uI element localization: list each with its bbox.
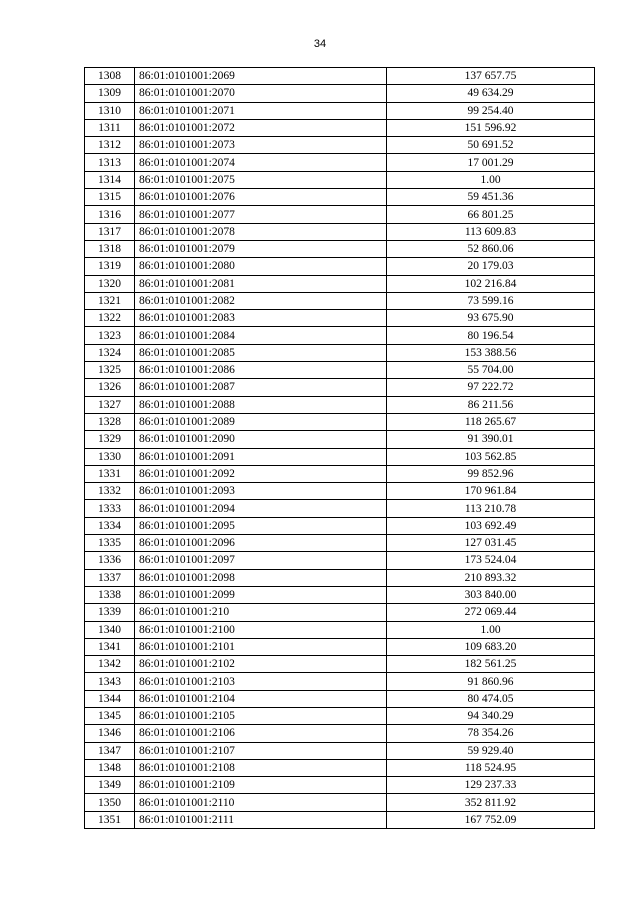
cadastral-number-cell: 86:01:0101001:2084 [135, 327, 387, 344]
cadastral-number-cell: 86:01:0101001:2089 [135, 413, 387, 430]
row-number-cell: 1339 [85, 604, 135, 621]
row-number-cell: 1330 [85, 448, 135, 465]
cadastral-number-cell: 86:01:0101001:2082 [135, 292, 387, 309]
cadastral-number-cell: 86:01:0101001:210 [135, 604, 387, 621]
row-number-cell: 1350 [85, 794, 135, 811]
table-row [85, 448, 595, 465]
cadastral-value-cell: 182 561.25 [387, 656, 595, 673]
cadastral-value-cell: 272 069.44 [387, 604, 595, 621]
cadastral-value-cell: 94 340.29 [387, 707, 595, 724]
cadastral-value-cell: 55 704.00 [387, 362, 595, 379]
row-number-cell: 1325 [85, 362, 135, 379]
cadastral-number-cell: 86:01:0101001:2108 [135, 759, 387, 776]
cadastral-value-cell: 99 254.40 [387, 102, 595, 119]
cadastral-number-cell: 86:01:0101001:2073 [135, 137, 387, 154]
cadastral-number-cell: 86:01:0101001:2095 [135, 517, 387, 534]
cadastral-number-cell: 86:01:0101001:2101 [135, 638, 387, 655]
cadastral-number-cell: 86:01:0101001:2107 [135, 742, 387, 759]
table-row [85, 362, 595, 379]
cadastral-value-cell: 93 675.90 [387, 310, 595, 327]
cadastral-number-cell: 86:01:0101001:2081 [135, 275, 387, 292]
row-number-cell: 1341 [85, 638, 135, 655]
cadastral-value-cell: 118 524.95 [387, 759, 595, 776]
cadastral-value-cell: 59 929.40 [387, 742, 595, 759]
table-row [85, 327, 595, 344]
table-row [85, 344, 595, 361]
row-number-cell: 1351 [85, 811, 135, 828]
cadastral-number-cell: 86:01:0101001:2103 [135, 673, 387, 690]
row-number-cell: 1342 [85, 656, 135, 673]
table-row [85, 569, 595, 586]
cadastral-number-cell: 86:01:0101001:2093 [135, 483, 387, 500]
cadastral-value-cell: 167 752.09 [387, 811, 595, 828]
cadastral-value-table [84, 67, 595, 829]
row-number-cell: 1314 [85, 171, 135, 188]
cadastral-value-cell: 303 840.00 [387, 586, 595, 603]
row-number-cell: 1338 [85, 586, 135, 603]
cadastral-number-cell: 86:01:0101001:2094 [135, 500, 387, 517]
cadastral-value-cell: 173 524.04 [387, 552, 595, 569]
row-number-cell: 1313 [85, 154, 135, 171]
row-number-cell: 1323 [85, 327, 135, 344]
row-number-cell: 1324 [85, 344, 135, 361]
row-number-cell: 1335 [85, 535, 135, 552]
table-row [85, 552, 595, 569]
cadastral-number-cell: 86:01:0101001:2100 [135, 621, 387, 638]
row-number-cell: 1318 [85, 240, 135, 257]
cadastral-value-cell: 1.00 [387, 621, 595, 638]
cadastral-value-cell: 103 562.85 [387, 448, 595, 465]
cadastral-number-cell: 86:01:0101001:2072 [135, 119, 387, 136]
cadastral-value-cell: 103 692.49 [387, 517, 595, 534]
cadastral-number-cell: 86:01:0101001:2085 [135, 344, 387, 361]
table-row [85, 171, 595, 188]
table-row [85, 258, 595, 275]
cadastral-number-cell: 86:01:0101001:2090 [135, 431, 387, 448]
row-number-cell: 1331 [85, 465, 135, 482]
row-number-cell: 1310 [85, 102, 135, 119]
cadastral-number-cell: 86:01:0101001:2069 [135, 68, 387, 85]
cadastral-value-cell: 210 893.32 [387, 569, 595, 586]
cadastral-number-cell: 86:01:0101001:2091 [135, 448, 387, 465]
cadastral-number-cell: 86:01:0101001:2098 [135, 569, 387, 586]
cadastral-number-cell: 86:01:0101001:2110 [135, 794, 387, 811]
table-row [85, 206, 595, 223]
row-number-cell: 1344 [85, 690, 135, 707]
cadastral-number-cell: 86:01:0101001:2096 [135, 535, 387, 552]
table-row [85, 154, 595, 171]
cadastral-value-cell: 80 474.05 [387, 690, 595, 707]
table-row [85, 621, 595, 638]
row-number-cell: 1329 [85, 431, 135, 448]
table-row [85, 431, 595, 448]
cadastral-number-cell: 86:01:0101001:2102 [135, 656, 387, 673]
table-row [85, 500, 595, 517]
table-row [85, 742, 595, 759]
table-row [85, 656, 595, 673]
row-number-cell: 1343 [85, 673, 135, 690]
cadastral-value-cell: 170 961.84 [387, 483, 595, 500]
cadastral-value-cell: 80 196.54 [387, 327, 595, 344]
table-row [85, 707, 595, 724]
row-number-cell: 1334 [85, 517, 135, 534]
table-row [85, 811, 595, 828]
cadastral-value-cell: 20 179.03 [387, 258, 595, 275]
row-number-cell: 1315 [85, 189, 135, 206]
row-number-cell: 1309 [85, 85, 135, 102]
table-row [85, 240, 595, 257]
cadastral-number-cell: 86:01:0101001:2104 [135, 690, 387, 707]
cadastral-number-cell: 86:01:0101001:2079 [135, 240, 387, 257]
row-number-cell: 1345 [85, 707, 135, 724]
table-row [85, 68, 595, 85]
table-row [85, 673, 595, 690]
cadastral-value-cell: 97 222.72 [387, 379, 595, 396]
row-number-cell: 1311 [85, 119, 135, 136]
row-number-cell: 1336 [85, 552, 135, 569]
table-row [85, 483, 595, 500]
cadastral-value-cell: 52 860.06 [387, 240, 595, 257]
table-row [85, 690, 595, 707]
table-row [85, 292, 595, 309]
table-row [85, 102, 595, 119]
cadastral-number-cell: 86:01:0101001:2109 [135, 777, 387, 794]
row-number-cell: 1322 [85, 310, 135, 327]
cadastral-number-cell: 86:01:0101001:2083 [135, 310, 387, 327]
page-number: 34 [313, 38, 327, 50]
cadastral-value-cell: 73 599.16 [387, 292, 595, 309]
table-row [85, 85, 595, 102]
cadastral-number-cell: 86:01:0101001:2080 [135, 258, 387, 275]
cadastral-value-cell: 17 001.29 [387, 154, 595, 171]
table-row [85, 517, 595, 534]
cadastral-number-cell: 86:01:0101001:2076 [135, 189, 387, 206]
table-row [85, 396, 595, 413]
cadastral-number-cell: 86:01:0101001:2077 [135, 206, 387, 223]
table-row [85, 777, 595, 794]
cadastral-value-cell: 153 388.56 [387, 344, 595, 361]
table-row [85, 223, 595, 240]
row-number-cell: 1332 [85, 483, 135, 500]
cadastral-value-cell: 78 354.26 [387, 725, 595, 742]
row-number-cell: 1346 [85, 725, 135, 742]
row-number-cell: 1349 [85, 777, 135, 794]
cadastral-value-cell: 59 451.36 [387, 189, 595, 206]
row-number-cell: 1319 [85, 258, 135, 275]
table-row [85, 604, 595, 621]
cadastral-value-cell: 127 031.45 [387, 535, 595, 552]
cadastral-value-cell: 49 634.29 [387, 85, 595, 102]
table-row [85, 465, 595, 482]
cadastral-number-cell: 86:01:0101001:2106 [135, 725, 387, 742]
cadastral-value-cell: 129 237.33 [387, 777, 595, 794]
row-number-cell: 1328 [85, 413, 135, 430]
row-number-cell: 1317 [85, 223, 135, 240]
cadastral-value-cell: 113 210.78 [387, 500, 595, 517]
table-row [85, 275, 595, 292]
cadastral-value-cell: 50 691.52 [387, 137, 595, 154]
table-body [85, 68, 595, 829]
row-number-cell: 1312 [85, 137, 135, 154]
table-row [85, 535, 595, 552]
cadastral-value-cell: 109 683.20 [387, 638, 595, 655]
cadastral-value-cell: 151 596.92 [387, 119, 595, 136]
cadastral-number-cell: 86:01:0101001:2070 [135, 85, 387, 102]
cadastral-number-cell: 86:01:0101001:2097 [135, 552, 387, 569]
cadastral-value-cell: 99 852.96 [387, 465, 595, 482]
table-row [85, 725, 595, 742]
table-row [85, 379, 595, 396]
cadastral-value-cell: 118 265.67 [387, 413, 595, 430]
table-row [85, 137, 595, 154]
cadastral-value-cell: 91 860.96 [387, 673, 595, 690]
cadastral-number-cell: 86:01:0101001:2111 [135, 811, 387, 828]
cadastral-value-cell: 66 801.25 [387, 206, 595, 223]
cadastral-value-cell: 137 657.75 [387, 68, 595, 85]
cadastral-number-cell: 86:01:0101001:2099 [135, 586, 387, 603]
row-number-cell: 1337 [85, 569, 135, 586]
cadastral-number-cell: 86:01:0101001:2086 [135, 362, 387, 379]
row-number-cell: 1340 [85, 621, 135, 638]
cadastral-number-cell: 86:01:0101001:2075 [135, 171, 387, 188]
cadastral-number-cell: 86:01:0101001:2078 [135, 223, 387, 240]
row-number-cell: 1327 [85, 396, 135, 413]
cadastral-value-cell: 91 390.01 [387, 431, 595, 448]
table-row [85, 189, 595, 206]
table-row [85, 310, 595, 327]
cadastral-value-cell: 102 216.84 [387, 275, 595, 292]
row-number-cell: 1308 [85, 68, 135, 85]
row-number-cell: 1321 [85, 292, 135, 309]
row-number-cell: 1316 [85, 206, 135, 223]
cadastral-value-cell: 1.00 [387, 171, 595, 188]
cadastral-number-cell: 86:01:0101001:2087 [135, 379, 387, 396]
row-number-cell: 1320 [85, 275, 135, 292]
cadastral-number-cell: 86:01:0101001:2092 [135, 465, 387, 482]
table-row [85, 119, 595, 136]
table-row [85, 759, 595, 776]
cadastral-value-cell: 352 811.92 [387, 794, 595, 811]
cadastral-number-cell: 86:01:0101001:2071 [135, 102, 387, 119]
row-number-cell: 1333 [85, 500, 135, 517]
cadastral-number-cell: 86:01:0101001:2074 [135, 154, 387, 171]
cadastral-value-cell: 113 609.83 [387, 223, 595, 240]
table-row [85, 794, 595, 811]
row-number-cell: 1347 [85, 742, 135, 759]
table-row [85, 413, 595, 430]
cadastral-number-cell: 86:01:0101001:2105 [135, 707, 387, 724]
table-row [85, 586, 595, 603]
row-number-cell: 1326 [85, 379, 135, 396]
row-number-cell: 1348 [85, 759, 135, 776]
cadastral-value-cell: 86 211.56 [387, 396, 595, 413]
table-row [85, 638, 595, 655]
cadastral-number-cell: 86:01:0101001:2088 [135, 396, 387, 413]
